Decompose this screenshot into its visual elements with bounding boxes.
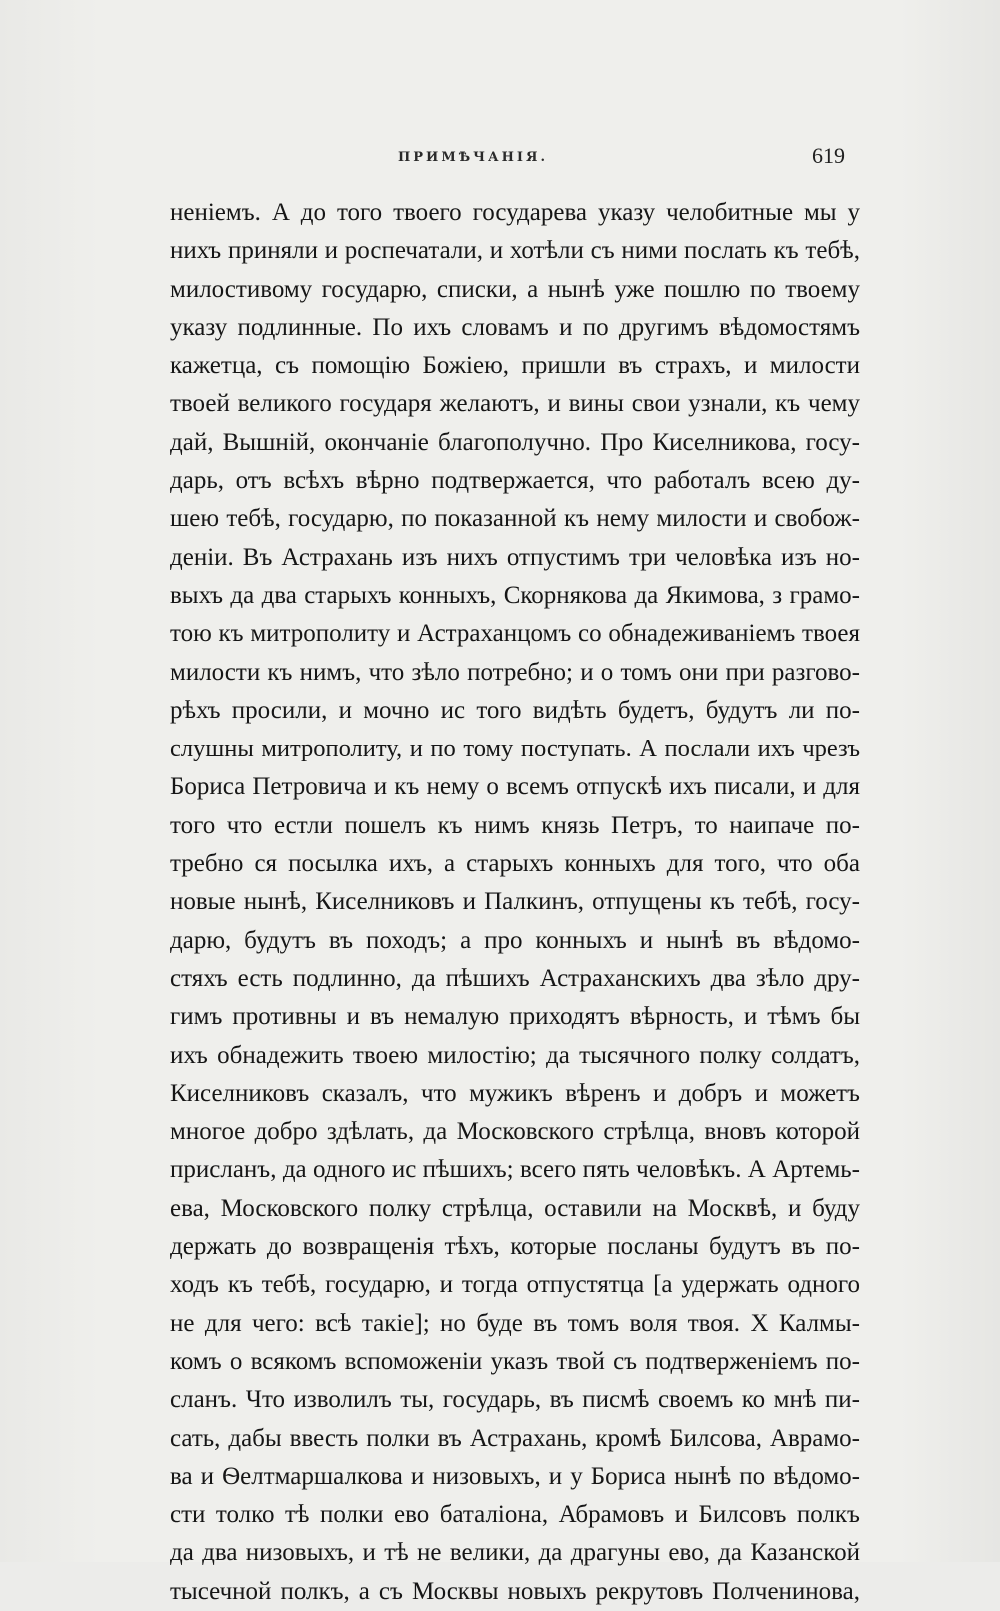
text-line: новые нынѣ, Киселниковъ и Палкинъ, отпущены къ тебѣ, госу- [170,888,860,916]
text-line: милостивому государю, списки, а нынѣ уже пошлю по твоему [170,275,860,303]
text-line: неніемъ. А до того твоего государева указу челобитные мы у [170,199,860,226]
text-line: многое добро здѣлать, да Московского стрѣлца, вновъ которой [170,1118,860,1146]
text-line: сланъ. Что изволилъ ты, государь, въ писмѣ своемъ ко мнѣ пи- [170,1386,860,1414]
body-text [170,194,860,1611]
text-line: стяхъ есть подлинно, да пѣшихъ Астраханскихъ два зѣло дру- [170,964,860,992]
text-line: не для чего: всѣ такіе]; но буде въ томъ воля твоя. Х Калмы- [170,1309,860,1337]
text-line: слушны митрополиту, и по тому поступать. А послали ихъ чрезъ [170,735,860,763]
text-line: Киселниковъ сказалъ, что мужикъ вѣренъ и добръ и можетъ [170,1079,860,1107]
text-line: милости къ нимъ, что зѣло потребно; и о томъ они при разгово- [170,658,860,686]
text-line: да два низовыхъ, и тѣ не велики, да драгуны ево, да Казанской [170,1539,860,1567]
running-title: ПРИМѢЧАНІЯ. [398,150,548,165]
text-line: сать, дабы ввесть полки въ Астрахань, кромѣ Билсова, Аврамо- [170,1424,860,1452]
text-line: тою къ митрополиту и Астраханцомъ со обнадеживаніемъ твоея [170,620,860,648]
text-line: требно ся посылка ихъ, а старыхъ конныхъ для того, что оба [170,850,860,878]
text-line: ихъ обнадежить твоею милостію; да тысячного полку солдатъ, [170,1041,860,1069]
text-line: ева, Московского полку стрѣлца, оставили на Москвѣ, и буду [170,1194,860,1222]
text-line: держать до возвращенія тѣхъ, которые посланы будутъ въ по- [170,1233,860,1261]
text-line: твоей великого государя желаютъ, и вины свои узнали, къ чему [170,390,860,418]
text-line: выхъ да два старыхъ конныхъ, Скорнякова да Якимова, з грамо- [170,581,860,609]
text-line: гимъ противны и въ немалую приходятъ вѣрность, и тѣмъ бы [170,1003,860,1031]
text-line: Бориса Петровича и къ нему о всемъ отпускѣ ихъ писали, и для [170,773,860,801]
text-line: сти толко тѣ полки ево баталіона, Абрамовъ и Билсовъ полкъ [170,1501,860,1529]
text-line: указу подлинные. По ихъ словамъ и по другимъ вѣдомостямъ [170,313,860,341]
text-line: тысечной полкъ, а съ Москвы новыхъ рекрутовъ Полченинова, [170,1577,860,1605]
text-line: кажетца, съ помощію Божіею, пришли въ страхъ, и милости [170,352,860,380]
page-number: 619 [812,143,845,168]
text-line: ходъ къ тебѣ, государю, и тогда отпустятца [а удержать одного [170,1271,860,1299]
text-line: дарю, будутъ въ походъ; а про конныхъ и нынѣ въ вѣдомо- [170,926,860,954]
text-line: комъ о всякомъ вспоможеніи указъ твой съ подтверженіемъ по- [170,1347,860,1375]
text-line: ва и Ѳелтмаршалкова и низовыхъ, и у Бориса нынѣ по вѣдомо- [170,1462,860,1490]
text-line: того что естли пошелъ къ нимъ князь Петръ, то наипаче по- [170,811,860,839]
text-line: рѣхъ просили, и мочно ис того видѣть будетъ, будутъ ли по- [170,696,860,724]
text-line: дай, Вышній, окончаніе благополучно. Про Киселникова, госу- [170,428,860,456]
text-line: деніи. Въ Астрахань изъ нихъ отпустимъ три человѣка изъ но- [170,543,860,571]
text-line: нихъ приняли и роспечатали, и хотѣли съ ними послать къ тебѣ, [170,237,860,265]
text-line: шею тебѣ, государю, по показанной къ нему милости и свобож- [170,505,860,533]
text-line: дарь, отъ всѣхъ вѣрно подтвержается, что работалъ всею ду- [170,467,860,495]
text-line: присланъ, да одного ис пѣшихъ; всего пять человѣкъ. А Артемь- [170,1156,860,1184]
